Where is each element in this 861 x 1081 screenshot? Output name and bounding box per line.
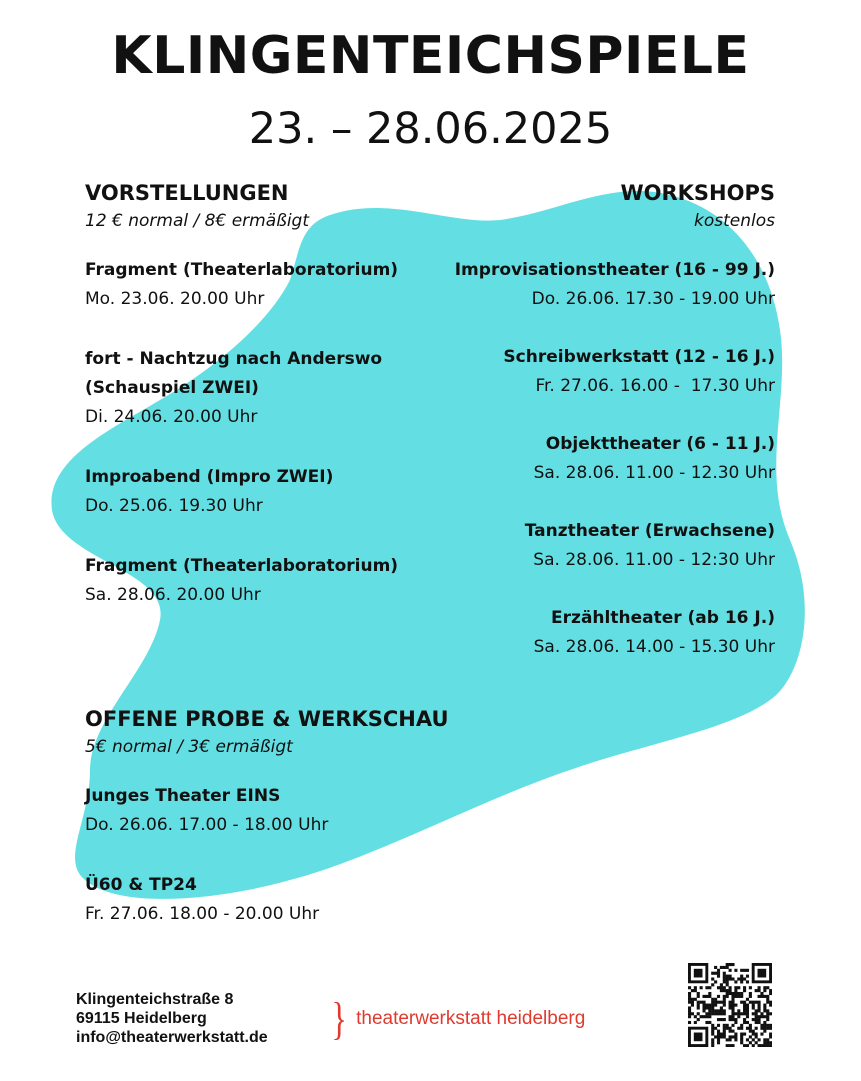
festival-dates: 23. – 28.06.2025 [248, 104, 613, 154]
workshop-title: Improvisationstheater (16 - 99 J.) [454, 260, 775, 280]
performance-date: Sa. 28.06. 20.00 Uhr [85, 585, 261, 605]
workshop-date: Do. 26.06. 17.30 - 19.00 Uhr [531, 289, 775, 309]
brand-logo[interactable] [328, 993, 586, 1044]
workshop-title: Objekttheater (6 - 11 J.) [545, 434, 775, 454]
workshop-date: Sa. 28.06. 11.00 - 12:30 Uhr [533, 550, 775, 570]
workshops-price: kostenlos [694, 211, 775, 231]
workshop-item [355, 343, 775, 401]
performance-title-line2: (Schauspiel ZWEI) [85, 378, 259, 398]
showcase-date: Fr. 27.06. 18.00 - 20.00 Uhr [85, 904, 320, 924]
address-street: Klingenteichstraße 8 [76, 991, 234, 1008]
qr-code-icon[interactable] [688, 963, 772, 1047]
showcase-title: Ü60 & TP24 [85, 875, 197, 895]
showcase-date: Do. 26.06. 17.00 - 18.00 Uhr [85, 815, 329, 835]
vorstellungen-price: 12 € normal / 8€ ermäßigt [85, 211, 310, 231]
showcase-item [85, 782, 605, 840]
offene-probe-price: 5€ normal / 3€ ermäßigt [85, 737, 293, 757]
contact-email[interactable]: info@theaterwerkstatt.de [76, 1029, 268, 1046]
showcase-title: Junges Theater EINS [85, 786, 281, 806]
workshop-item [355, 256, 775, 314]
workshop-item [355, 430, 775, 488]
brand-name: theaterwerkstatt heidelberg [356, 1008, 586, 1029]
workshop-item [355, 517, 775, 575]
workshop-title: Schreibwerkstatt (12 - 16 J.) [503, 347, 775, 367]
workshop-date: Sa. 28.06. 14.00 - 15.30 Uhr [533, 637, 775, 657]
offene-probe-section [85, 704, 605, 960]
workshops-section [355, 178, 775, 691]
performance-date: Di. 24.06. 20.00 Uhr [85, 407, 258, 427]
workshop-title: Erzähltheater (ab 16 J.) [551, 608, 775, 628]
performance-date: Mo. 23.06. 20.00 Uhr [85, 289, 265, 309]
performance-title: Improabend (Impro ZWEI) [85, 467, 334, 487]
showcase-item [85, 871, 605, 929]
vorstellungen-heading: VORSTELLUNGEN [85, 181, 289, 205]
offene-probe-heading: OFFENE PROBE & WERKSCHAU [85, 707, 449, 731]
address-city: 69115 Heidelberg [76, 1010, 207, 1027]
workshop-item [355, 604, 775, 662]
performance-title: Fragment (Theaterlaboratorium) [85, 556, 399, 576]
brace-logo-icon: } [331, 993, 347, 1044]
workshop-date: Fr. 27.06. 16.00 - 17.30 Uhr [535, 376, 775, 396]
footer-address [76, 990, 268, 1047]
page-title: KLINGENTEICHSPIELE [111, 26, 750, 86]
workshop-title: Tanztheater (Erwachsene) [524, 521, 775, 541]
workshops-heading: WORKSHOPS [620, 181, 775, 205]
performance-date: Do. 25.06. 19.30 Uhr [85, 496, 263, 516]
performance-title: Fragment (Theaterlaboratorium) [85, 260, 399, 280]
workshop-date: Sa. 28.06. 11.00 - 12.30 Uhr [533, 463, 775, 483]
performance-title: fort - Nachtzug nach Anderswo [85, 349, 383, 369]
